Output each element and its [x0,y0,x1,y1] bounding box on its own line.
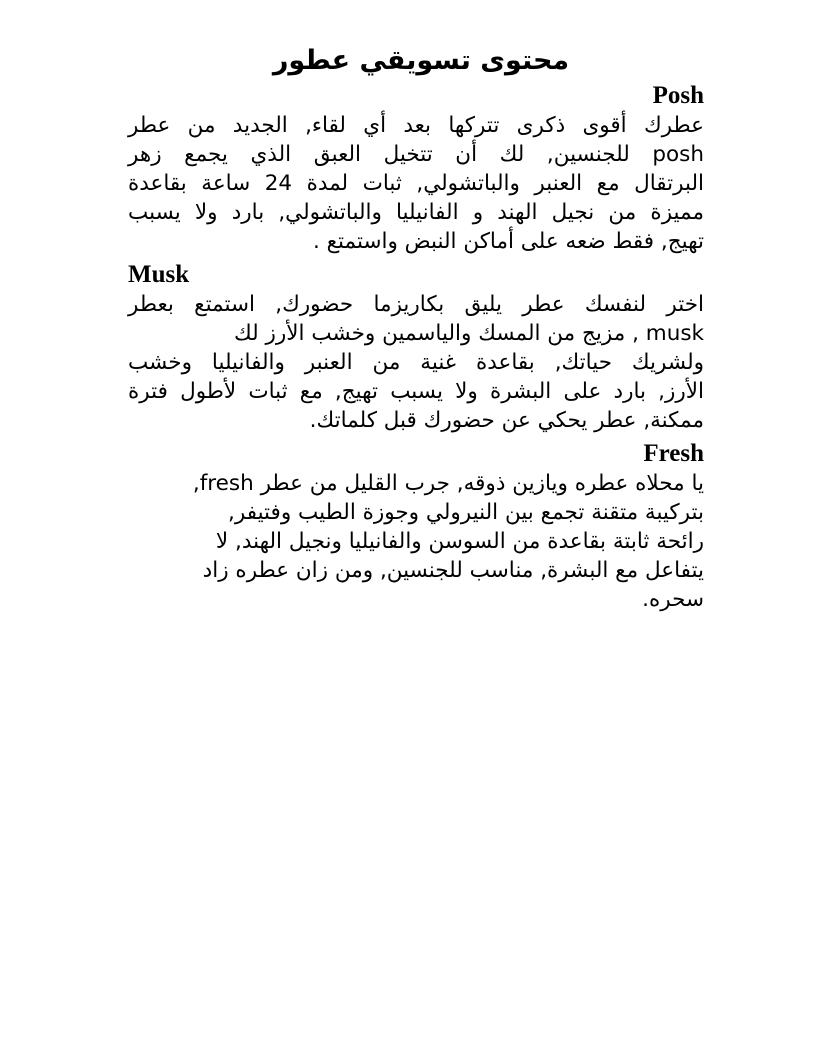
body-line: رائحة ثابتة بقاعدة من السوسن والفانيليا ونجيل الهند, لا [215,529,704,554]
body-line: يا محلاه عطره ويازين ذوقه, جرب القليل من عطر fresh, [192,471,704,496]
body-line: الأرز, بارد على البشرة ولا يسبب تهيج, مع ثبات لأطول فترة [128,379,704,404]
section-heading-posh: Posh [652,82,704,109]
section-posh [128,80,704,259]
body-line: عطرك أقوى ذكرى تتركها بعد أي لقاء, الجديد من عطر [128,113,704,138]
body-line: يتفاعل مع البشرة, مناسب للجنسين, ومن زان عطره زاد [202,558,704,583]
section-body-posh [128,111,704,259]
body-line: ممكنة, عطر يحكي عن حضورك قبل كلماتك. [309,408,704,433]
section-heading-fresh: Fresh [643,440,704,467]
document-title: محتوى تسويقي عطور [272,45,570,76]
section-body-musk [128,290,704,438]
section-fresh [128,438,704,617]
body-line: تهيج, فقط ضعه على أماكن النبض واستمتع . [312,229,704,254]
body-line: اختر لنفسك عطر يليق بكاريزما حضورك, استمتع بعطر [128,292,704,317]
section-body-fresh [128,469,704,617]
body-line: ولشريك حياتك, بقاعدة غنية من العنبر والفانيليا وخشب [128,350,704,375]
document-page [128,42,704,617]
body-line: بتركيبة متقنة تجمع بين النيرولي وجوزة الطيب وفتيفر, [228,500,704,525]
body-line: musk , مزيج من المسك والياسمين وخشب الأرز لك [234,321,704,346]
body-line: سحره. [642,587,704,612]
body-line: posh للجنسين, لك أن تتخيل العبق الذي يجمع زهر [128,142,704,167]
section-heading-musk: Musk [128,261,190,288]
body-line: مميزة من نجيل الهند و الفانيليا والباتشولي, بارد ولا يسبب [128,200,704,225]
body-line: البرتقال مع العنبر والباتشولي, ثبات لمدة 24 ساعة بقاعدة [128,171,704,196]
section-musk [128,259,704,438]
